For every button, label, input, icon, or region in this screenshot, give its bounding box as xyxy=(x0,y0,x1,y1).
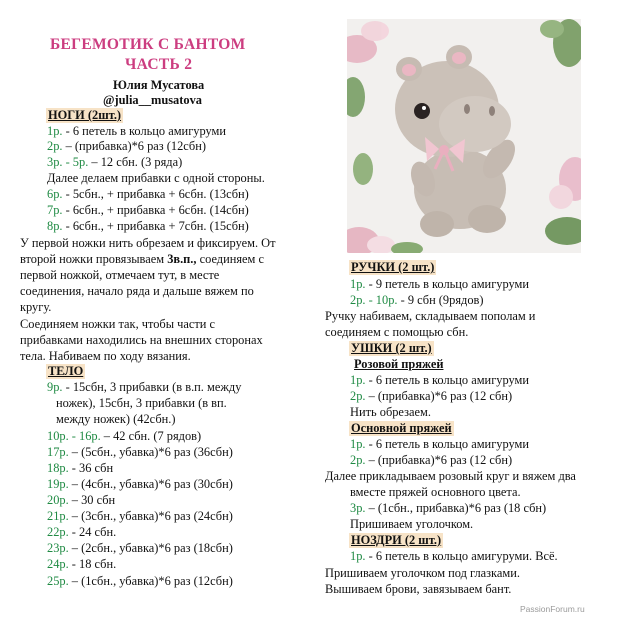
arms-note: Ручку набиваем, складываем пополам и xyxy=(325,309,536,323)
legs-paragraph-line: соединения, начало ряда и дальше вяжем по xyxy=(20,284,254,298)
legs-row-2: 2р. – (прибавка)*6 раз (12сбн) xyxy=(47,139,206,153)
nostrils-line: Вышиваем брови, завязываем бант. xyxy=(325,582,512,596)
hippo-toy-photo xyxy=(347,19,581,253)
ears-row-3: 3р. – (1сбн., прибавка)*6 раз (18 сбн) xyxy=(350,501,547,515)
arms-row-1: 1р. - 9 петель в кольцо амигуруми xyxy=(350,277,530,291)
legs-row-6: 6р. - 5сбн., + прибавка + 6сбн. (13сбн) xyxy=(47,187,249,201)
arms-note: соединяем с помощью сбн. xyxy=(325,325,469,339)
author-handle: @julia__musatova xyxy=(103,93,202,107)
body-row-9-cont: между ножек) (42сбн.) xyxy=(56,412,176,426)
legs-row-3-5: 3р. - 5р. – 12 сбн. (3 ряда) xyxy=(47,155,183,169)
page-title: БЕГЕМОТИК С БАНТОМ xyxy=(50,36,246,53)
ears-header: УШКИ (2 шт.) xyxy=(351,341,432,355)
legs-paragraph-line: Соединяем ножки так, чтобы части с xyxy=(20,317,216,331)
ears-row-2b: 2р. – (прибавка)*6 раз (12 сбн) xyxy=(350,453,513,467)
body-row-19: 19р. – (4сбн., убавка)*6 раз (30сбн) xyxy=(47,477,233,491)
body-row-18: 18р. - 36 сбн xyxy=(47,461,114,475)
body-row-23: 23р. – (2сбн., убавка)*6 раз (18сбн) xyxy=(47,541,233,555)
body-row-22: 22р. - 24 сбн. xyxy=(47,525,117,539)
author-name: Юлия Мусатова xyxy=(113,78,205,92)
ears-subheader-pink: Розовой пряжей xyxy=(354,357,444,371)
body-row-9: 9р. - 15сбн, 3 прибавки (в в.п. между xyxy=(47,380,242,394)
ears-row-1: 1р. - 6 петель в кольцо амигуруми xyxy=(350,373,530,387)
legs-row-7: 7р. - 6сбн., + прибавка + 6сбн. (14сбн) xyxy=(47,203,249,217)
legs-header: НОГИ (2шт.) xyxy=(48,108,122,122)
ears-paragraph-line: Далее прикладываем розовый круг и вяжем два xyxy=(325,469,576,483)
legs-note: Далее делаем прибавки с одной стороны. xyxy=(47,171,265,185)
ears-row-1b: 1р. - 6 петель в кольцо амигуруми xyxy=(350,437,530,451)
body-row-20: 20р. – 30 сбн xyxy=(47,493,116,507)
nostrils-header: НОЗДРИ (2 шт.) xyxy=(351,533,442,547)
body-row-17: 17р. – (5сбн., убавка)*6 раз (36сбн) xyxy=(47,445,233,459)
legs-paragraph-line: второй ножки провязываем 3в.п., соединяем с xyxy=(20,252,264,266)
page-subtitle: ЧАСТЬ 2 xyxy=(125,56,193,73)
legs-row-1: 1р. - 6 петель в кольцо амигуруми xyxy=(47,124,227,138)
ears-cut-note: Нить обрезаем. xyxy=(350,405,431,419)
body-row-10-16: 10р. - 16р. – 42 сбн. (7 рядов) xyxy=(47,429,202,443)
legs-paragraph-line: кругу. xyxy=(20,300,52,314)
body-row-24: 24р. - 18 сбн. xyxy=(47,557,117,571)
nostrils-line: Пришиваем уголочком под глазками. xyxy=(325,566,520,580)
arms-row-2-10: 2р. - 10р. - 9 сбн (9рядов) xyxy=(350,293,484,307)
body-row-21: 21р. – (3сбн., убавка)*6 раз (24сбн) xyxy=(47,509,233,523)
ears-row-2: 2р. – (прибавка)*6 раз (12 сбн) xyxy=(350,389,513,403)
body-header: ТЕЛО xyxy=(48,364,84,378)
body-row-25: 25р. – (1сбн., убавка)*6 раз (12сбн) xyxy=(47,574,233,588)
nostrils-row-1: 1р. - 6 петель в кольцо амигуруми. Всё. xyxy=(350,549,558,563)
ears-subheader-main: Основной пряжей xyxy=(351,421,452,435)
legs-paragraph-line: тела. Набиваем по ходу вязания. xyxy=(20,349,191,363)
arms-header: РУЧКИ (2 шт.) xyxy=(351,260,435,274)
watermark: PassionForum.ru xyxy=(520,604,585,614)
ears-paragraph-line: вместе пряжей основного цвета. xyxy=(350,485,521,499)
legs-paragraph-line: У первой ножки нить обрезаем и фиксируем. От xyxy=(20,236,276,250)
ears-sew-note: Пришиваем уголочком. xyxy=(350,517,474,531)
legs-paragraph-line: прибавками находились на внешних сторонах xyxy=(20,333,263,347)
body-row-9-cont: ножек), 15сбн, 3 прибавки (в вп. xyxy=(56,396,227,410)
legs-paragraph-line: первой ножкой, отмечаем тут, в месте xyxy=(20,268,220,282)
legs-row-8: 8р. - 6сбн., + прибавка + 7сбн. (15сбн) xyxy=(47,219,249,233)
